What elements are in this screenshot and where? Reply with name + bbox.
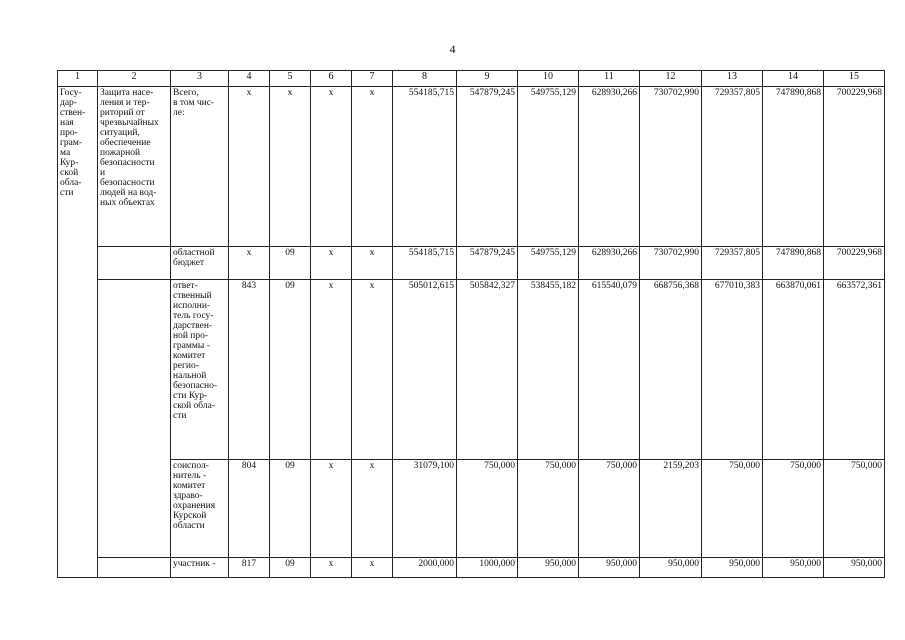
table-cell: 554185,715 xyxy=(393,247,457,280)
table-cell: 628930,266 xyxy=(579,87,640,247)
column-header: 3 xyxy=(171,71,229,87)
table-cell: 09 xyxy=(270,460,311,558)
table-cell: 549755,129 xyxy=(518,247,579,280)
table-cell: x xyxy=(311,558,352,578)
table-cell: 505012,615 xyxy=(393,280,457,460)
table-cell: 950,000 xyxy=(763,558,824,578)
funding-source-cell: участник - xyxy=(171,558,229,578)
table-cell: x xyxy=(352,247,393,280)
table-cell: 730702,990 xyxy=(640,87,702,247)
table-cell: 950,000 xyxy=(579,558,640,578)
table-cell: x xyxy=(311,247,352,280)
table-cell: 729357,805 xyxy=(702,247,763,280)
funding-source-cell: областной бюджет xyxy=(171,247,229,280)
table-cell: 09 xyxy=(270,558,311,578)
table-cell: x xyxy=(311,280,352,460)
column-header: 15 xyxy=(824,71,885,87)
table-row-regional-budget xyxy=(58,247,885,280)
table-cell: 750,000 xyxy=(518,460,579,558)
table-cell: 730702,990 xyxy=(640,247,702,280)
table-cell xyxy=(98,460,171,558)
funding-source-cell: ответ- ственный исполни- тель госу- дарствен- ной про- граммы - комитет регио- нальной безопасно- сти Кур- ской обла- сти xyxy=(171,280,229,460)
table-row-responsible-executor xyxy=(58,280,885,460)
column-header: 7 xyxy=(352,71,393,87)
table-cell: 663572,361 xyxy=(824,280,885,460)
table-cell: 2000,000 xyxy=(393,558,457,578)
table-cell: 677010,383 xyxy=(702,280,763,460)
table-cell xyxy=(58,280,98,460)
table-cell xyxy=(98,247,171,280)
budget-table xyxy=(57,70,885,578)
table-cell: 750,000 xyxy=(824,460,885,558)
table-cell: 668756,368 xyxy=(640,280,702,460)
table-cell xyxy=(58,558,98,578)
table-cell: x xyxy=(352,460,393,558)
table-cell xyxy=(58,247,98,280)
table-cell: 538455,182 xyxy=(518,280,579,460)
header-row xyxy=(58,71,885,87)
table-cell: 547879,245 xyxy=(457,87,518,247)
table-cell: 628930,266 xyxy=(579,247,640,280)
table-cell: 549755,129 xyxy=(518,87,579,247)
table-cell: x xyxy=(352,558,393,578)
table-cell: x xyxy=(270,87,311,247)
table-row-co-executor xyxy=(58,460,885,558)
funding-source-cell: Всего, в том чис- ле: xyxy=(171,87,229,247)
table-cell: 817 xyxy=(229,558,270,578)
table-cell: 750,000 xyxy=(763,460,824,558)
table-cell: 729357,805 xyxy=(702,87,763,247)
table-cell: 950,000 xyxy=(640,558,702,578)
table-cell: 950,000 xyxy=(518,558,579,578)
column-header: 12 xyxy=(640,71,702,87)
table-cell: x xyxy=(352,280,393,460)
table-cell: x xyxy=(311,87,352,247)
table-cell: 750,000 xyxy=(457,460,518,558)
column-header: 2 xyxy=(98,71,171,87)
table-cell: 747890,868 xyxy=(763,87,824,247)
table-cell: 1000,000 xyxy=(457,558,518,578)
column-header: 9 xyxy=(457,71,518,87)
column-header: 11 xyxy=(579,71,640,87)
table-cell: x xyxy=(352,87,393,247)
table-cell xyxy=(58,460,98,558)
column-header: 1 xyxy=(58,71,98,87)
table-cell: 554185,715 xyxy=(393,87,457,247)
table-cell: 750,000 xyxy=(702,460,763,558)
table-cell: 700229,968 xyxy=(824,247,885,280)
funding-source-cell: соиспол- нитель - комитет здраво- охранения Курской области xyxy=(171,460,229,558)
table-cell: 700229,968 xyxy=(824,87,885,247)
table-cell xyxy=(98,558,171,578)
column-header: 13 xyxy=(702,71,763,87)
table-cell: 2159,203 xyxy=(640,460,702,558)
table-cell: 547879,245 xyxy=(457,247,518,280)
table-cell: 663870,061 xyxy=(763,280,824,460)
column-header: 4 xyxy=(229,71,270,87)
table-cell: 09 xyxy=(270,280,311,460)
table-cell: 804 xyxy=(229,460,270,558)
table-cell: 505842,327 xyxy=(457,280,518,460)
table-cell: x xyxy=(229,87,270,247)
table-cell: 950,000 xyxy=(702,558,763,578)
table-cell: 843 xyxy=(229,280,270,460)
column-header: 6 xyxy=(311,71,352,87)
table-cell xyxy=(98,280,171,460)
table-cell: 31079,100 xyxy=(393,460,457,558)
column-header: 8 xyxy=(393,71,457,87)
table-cell: x xyxy=(311,460,352,558)
page-number: 4 xyxy=(449,42,456,56)
column-header: 5 xyxy=(270,71,311,87)
program-status-cell: Госу- дар- ствен- ная про- грам- ма Кур- ской обла- сти xyxy=(58,87,98,247)
table-cell: 09 xyxy=(270,247,311,280)
column-header: 14 xyxy=(763,71,824,87)
table-row-participant xyxy=(58,558,885,578)
table-cell: 950,000 xyxy=(824,558,885,578)
table-cell: x xyxy=(229,247,270,280)
table-cell: 750,000 xyxy=(579,460,640,558)
program-name-cell: Защита насе- ления и тер- риторий от чрезвычайных ситуаций, обеспечение пожарной безопасности и безопасности людей на вод- ных объектах xyxy=(98,87,171,247)
table-row-total xyxy=(58,87,885,247)
table-cell: 615540,079 xyxy=(579,280,640,460)
table-cell: 747890,868 xyxy=(763,247,824,280)
column-header: 10 xyxy=(518,71,579,87)
